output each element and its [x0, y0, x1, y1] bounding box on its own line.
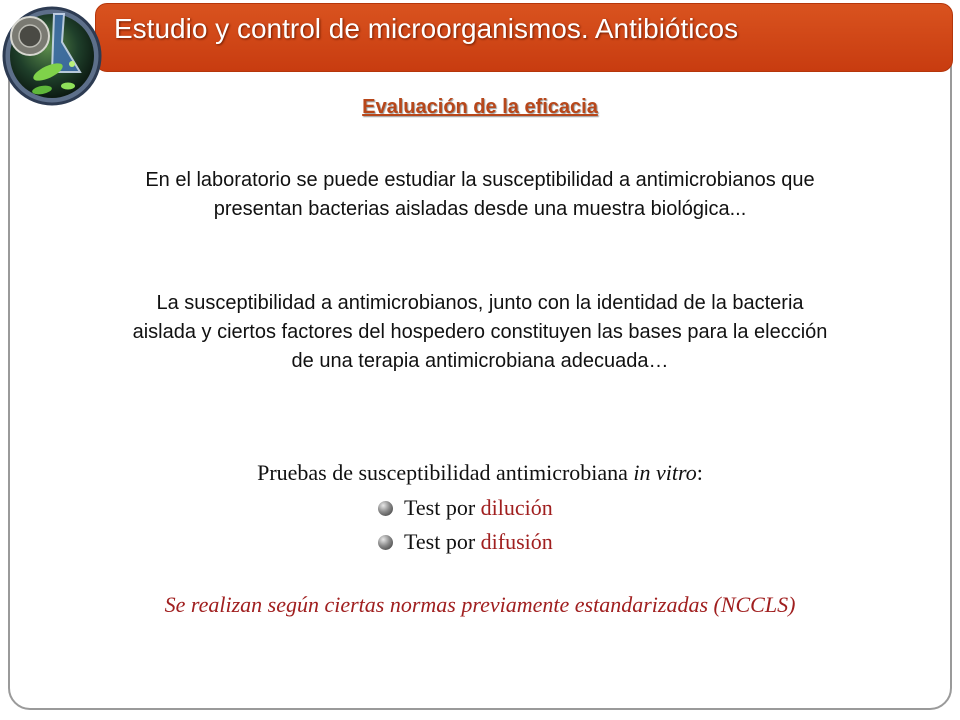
paragraph-1: En el laboratorio se puede estudiar la susceptibilidad a antimicrobianos que presentan bacterias aisladas desde una muestra biológica...	[145, 169, 815, 220]
list-item-prefix: Test por	[404, 495, 476, 520]
standards-note: Se realizan según ciertas normas previamente estandarizadas (NCCLS)	[164, 592, 796, 617]
bullet-sphere-icon	[378, 535, 393, 550]
list-item	[378, 528, 553, 556]
list-item	[378, 494, 553, 522]
paragraph-2: La susceptibilidad a antimicrobianos, junto con la identidad de la bacteria aislada y ciertos factores del hospedero constituyen las bases para la elección de una terapia antimicrobiana adecuada…	[132, 292, 828, 372]
section-heading: Evaluación de la eficacia	[362, 96, 598, 118]
title-banner	[95, 3, 953, 72]
tests-intro-italic: in vitro	[633, 460, 697, 485]
bullet-sphere-icon	[378, 501, 393, 516]
slide-title: Estudio y control de microorganismos. Antibióticos	[114, 13, 739, 44]
tests-intro	[0, 460, 960, 486]
list-item-prefix: Test por	[404, 529, 476, 554]
tests-intro-text: Pruebas de susceptibilidad antimicrobiana	[257, 460, 628, 485]
tests-intro-end: :	[696, 460, 703, 485]
list-item-method: difusión	[480, 529, 553, 554]
list-item-method: dilución	[480, 495, 553, 520]
